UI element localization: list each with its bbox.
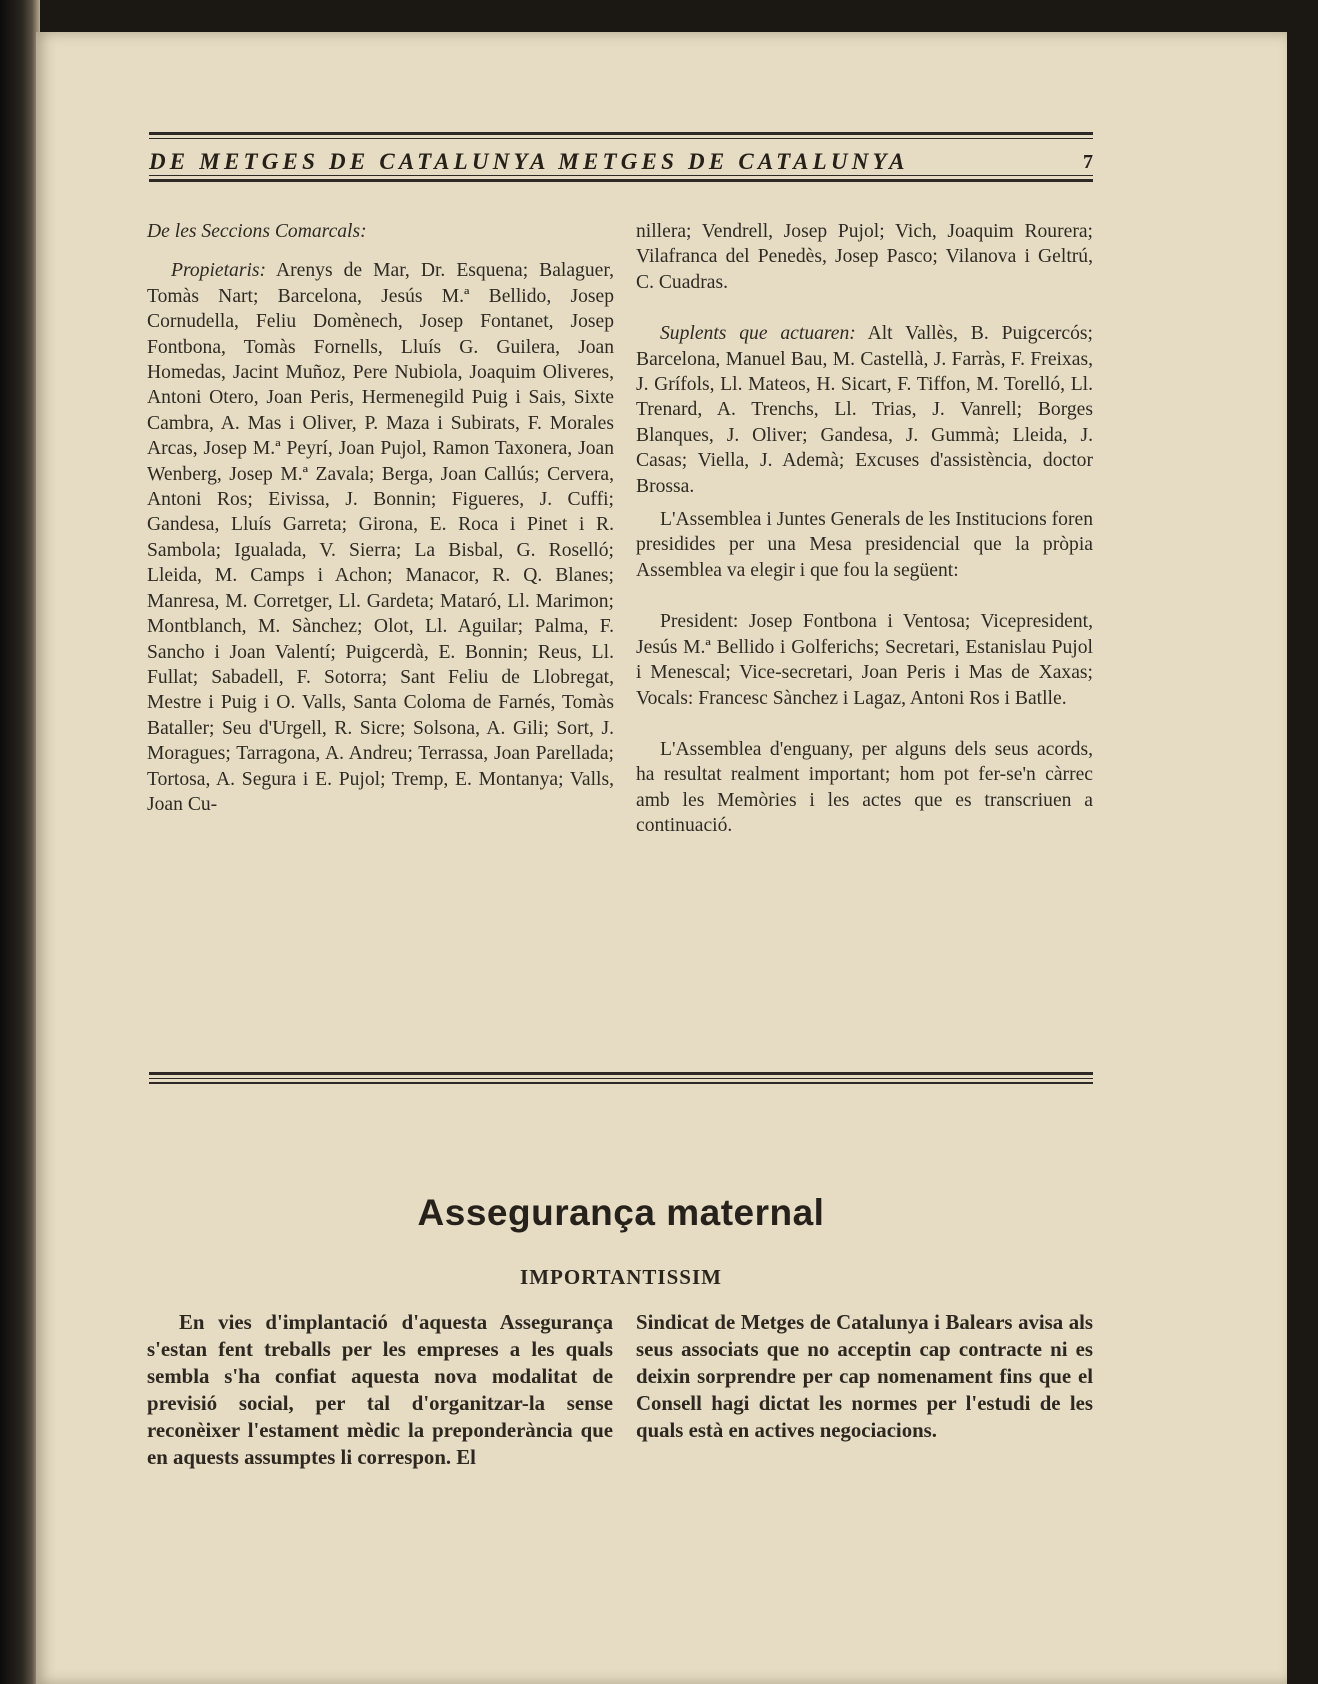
header-top-rule [149, 132, 1093, 135]
article-left-column: En vies d'implantació d'aquesta Assegurança s'estan fent treballs per les empreses a les quals sembla s'ha confiat aquesta nova modalitat de previsió social, per tal d'organitzar-la sense reconèixer l'estament mèdic la preponderància que en aquests assumptes li correspon. El [147, 1311, 613, 1469]
header-top-rule-thin [149, 138, 1093, 139]
book-spine [0, 0, 40, 1684]
suplents-text: Alt Vallès, B. Puigcercós; Barcelona, Manuel Bau, M. Castellà, J. Farràs, F. Freixas, J. Grífols, Ll. Mateos, H. Sicart, F. Tiffon, M. Torelló, Ll. Trenard, A. Trenchs, Ll. Trias, J. Vanrell; Borges Blanques, J. Oliver; Gandesa, J. Gummà; Lleida, J. Casas; Viella, J. Ademà; Excuses d'assistència, doctor Brossa. [636, 323, 1093, 497]
closing-paragraph: L'Assemblea d'enguany, per alguns dels seus acords, ha resultat realment important; hom pot fer-se'n càrrec amb les Memòries i les actes que es transcriuen a continuació. [636, 738, 1093, 837]
mesa-paragraph: President: Josep Fontbona i Ventosa; Vicepresident, Jesús M.ª Bellido i Golferichs; Secretari, Estanislau Pujol i Menescal; Vice-secretari, Joan Peris i Mas de Xaxas; Vocals: Francesc Sànchez i Lagaz, Antoni Ros i Batlle. [636, 611, 1093, 709]
running-title: DE METGES DE CATALUNYA METGES DE CATALUNYA [149, 149, 909, 174]
propietaris-paragraph [147, 258, 614, 817]
page-number: 7 [1083, 150, 1093, 173]
left-column [147, 219, 614, 817]
section-heading: De les Seccions Comarcals: [147, 221, 367, 242]
suplents-label: Suplents que actuaren: [660, 323, 856, 345]
section-divider-top [149, 1072, 1093, 1075]
continuation-paragraph: nillera; Vendrell, Josep Pujol; Vich, Joaquim Rourera; Vilafranca del Penedès, Josep Pasco; Vilanova i Geltrú, C. Cuadras. [636, 221, 1093, 293]
section-divider-bottom [149, 1082, 1093, 1084]
suplents-paragraph [636, 321, 1093, 499]
propietaris-text: Arenys de Mar, Dr. Esquena; Balaguer, Tomàs Nart; Barcelona, Jesús M.ª Bellido, Josep Cornudella, Feliu Domènech, Josep Fontanet, Josep Fontbona, Tomàs Fornells, Lluís G. Guilera, Joan Homedas, Jacint Muñoz, Pere Nubiola, Joaquim Oliveres, Antoni Otero, Joan Peris, Hermenegild Puig i Sais, Sixte Cambra, A. Mas i Oliver, P. Maza i Subirats, F. Morales Arcas, Josep M.ª Peyrí, Joan Pujol, Ramon Taxonera, Joan Wenberg, Josep M.ª Zavala; Berga, Joan Callús; Cervera, Antoni Ros; Eivissa, J. Bonnin; Figueres, J. Cuffi; Gandesa, Lluís Garreta; Girona, E. Roca i Pinet i R. Sambola; Igualada, V. Sierra; La Bisbal, G. Roselló; Lleida, M. Camps i Achon; Manacor, R. Q. Blanes; Manresa, M. Corretger, Ll. Gardeta; Mataró, Ll. Marimon; Montblanch, M. Sànchez; Olot, Ll. Aguilar; Palma, F. Sancho i Joan Valentí; Puigcerdà, E. Bonnin; Reus, Ll. Fullat; Sabadell, F. Sotorra; Sant Feliu de Llobregat, Mestre i Puig i O. Valls, Santa Coloma de Farnés, Tomàs Bataller; Seu d'Urgell, R. Sicre; Solsona, A. Gili; Sort, J. Moragues; Tarragona, A. Andreu; Terrassa, Joan Parellada; Tortosa, A. Segura i E. Pujol; Tremp, E. Montanya; Valls, Joan Cu- [147, 260, 614, 815]
article-right-column: Sindicat de Metges de Catalunya i Balears avisa als seus associats que no acceptin cap contracte ni es deixin sorprendre per cap nomenament fins que el Consell hagi dictat les normes per l'estudi de les quals està en actives negociacions. [636, 1311, 1093, 1442]
header-bottom-rule [149, 179, 1093, 182]
assemblea-paragraph: L'Assemblea i Juntes Generals de les Institucions foren presidides per una Mesa presidencial que la pròpia Assemblea va elegir i que fou la següent: [636, 509, 1093, 581]
article-subtitle: IMPORTANTISSIM [520, 1265, 722, 1289]
journal-page [36, 32, 1287, 1684]
section-divider-thin [149, 1078, 1093, 1079]
propietaris-label: Propietaris: [171, 260, 267, 282]
article-title: Assegurança maternal [417, 1192, 825, 1233]
header-bottom-rule-thin [149, 175, 1093, 176]
right-column [636, 219, 1093, 839]
